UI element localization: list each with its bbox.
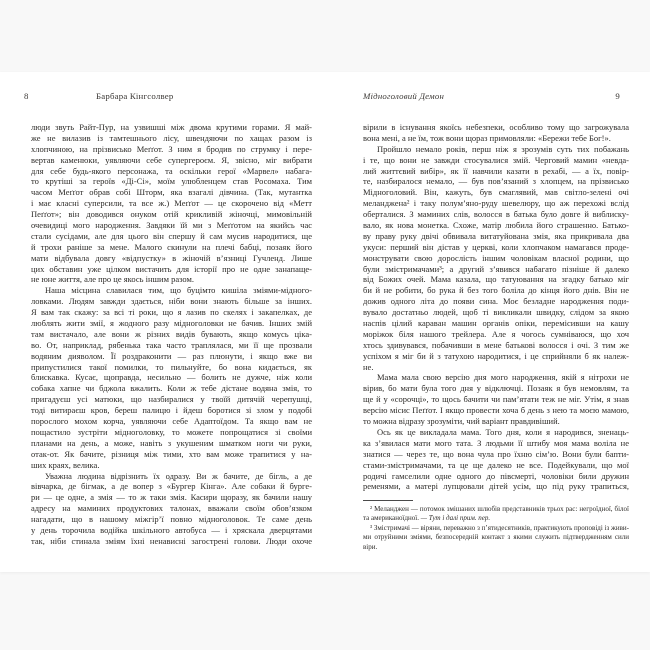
text-line: Мама мала свою версію дня мого народження, якій я нітрохи не [377, 372, 629, 383]
text-line: ри — це одне, а змія — то ж таки змія. Касири щоразу, як бачили нашу [31, 492, 312, 503]
text-line: то можна відразу зрозуміти, чий варіант правдивіший. [363, 416, 560, 427]
text-line: моріжок біля нашого трейлера. Але я чогось сумніваюся, що хоч [363, 328, 629, 339]
text-line: тоді витираєш кров, береш палицю і йдеш боротися зі злом у подобі [31, 405, 312, 416]
text-line: наспів цілий караван машин органів опіки, перемісивши на кашу [363, 318, 629, 329]
text-line: Уважна людина відрізнить їх одразу. Ви ж бачите, де бігль, а де [45, 470, 312, 481]
text-line: ших краях, велика. [31, 459, 100, 470]
text-line: ву праву руку двічі обвивала витатуйована змія, яка прикривала два [363, 230, 629, 241]
text-line: укуси: перший він дістав у церкві, коли хлопчаком намагався проде- [363, 241, 629, 252]
text-line: блискавка. Кусає, щоправда, несильно — болить не дужче, ніж коли [31, 372, 312, 383]
footnotes [363, 505, 629, 551]
text-line: Наша місцина славилася тим, що буцімто кишіла зміями-мідного- [45, 285, 312, 296]
text-line: цих обставин уже цілком вистачить для історії про не одне занапаще- [31, 263, 312, 274]
text-line: планами на день, а може, навіть з укушеним шматком ноги чи руки, [31, 437, 312, 448]
text-line: мати відбувала довгу «відпустку» в жіночій в’язниці Гучленд. Лише [31, 252, 312, 263]
text-line: оберталися. З маминих слів, волосся в батька було довге й виблиску- [363, 209, 629, 220]
footnote-line [363, 533, 629, 551]
text-line: версію місис Пеґґот. І якщо провести хоча б день з нею та моєю мамою, [363, 405, 629, 416]
text-line: Ось як це викладала мама. Того дня, коли я народився, зненаць- [377, 426, 629, 437]
text-line: вірив, бо мати була того дня у відключці. Позаяк я був немовлям, та [363, 383, 629, 394]
text-line: вірили в існування якоїсь небезпеки, особливо тому що загрожувала [363, 122, 629, 132]
text-line: не. [363, 361, 374, 372]
footnote-text: ми отруйними зміями, безпосередній контакт з якими служить підтвердженням сили віри. [363, 533, 629, 551]
footnote-line [363, 505, 629, 514]
text-line: очевидиці мого народження. Завдяки їй ми з Меґґотом на якийсь час [31, 220, 312, 231]
text-line: знатися — через те, що вона чула про їхню сім’ю. Вони були бапти- [363, 448, 629, 459]
text-line: водяним дияволом. Її роздраконити — раз плюнути, і якщо вже ви [31, 350, 312, 361]
text-line: отак-от. Як бачите, різниця між тими, хто вам може трапитися у на- [31, 448, 312, 459]
text-line: порослого мохом корча, уявляючи себе Адаптоїдом. Та якщо вам не [31, 416, 312, 427]
text-line: у день торочила водійка шкільного автобуса — і хряскала дверцятами [31, 524, 312, 535]
text-line: часом Меґґот обрав собі Шторм, яка взагалі дівчина. (Так, мутантка [31, 187, 312, 198]
page-right-text [363, 122, 629, 492]
text-line: люблять жити змії, я жодного разу мідноголовки не бачив. Інших змій [31, 318, 312, 329]
text-line: вівчарка, де бігмак, а де вопер з «Бургер Кінга». Але собаки й бурге- [31, 481, 312, 492]
text-line: припустилися такої помилки, то пильнуйте, бо вона кидається, як [31, 361, 312, 372]
text-line: стали сусідами, але для цього він спершу й сам мусив народитися, ще [31, 230, 312, 241]
running-head-title: Мідноголовий Демон [363, 91, 445, 101]
text-line: Пеґґот»; він доводився онуком отій крикливій жіночці, мимовільній [31, 209, 312, 220]
text-line: вувало достатньо людей, щоб ті викликали швидку, слідом за якою [363, 307, 629, 318]
text-line: і те, що вони не завжди стосувалися змій. Черговий мамин «невда- [363, 154, 629, 165]
text-line: ременями, а матері лупцювали дітей усім, що під руку трапиться, [363, 481, 629, 492]
text-line: меланджена² і таку полум’яно-руду шевелюру, що аж перехожі вслід [363, 198, 629, 209]
text-line: те, назбиралося немало, — був пов’язаний з хлопцем, на прізвисько [363, 176, 629, 187]
text-line: вало, як нова монетка. Схоже, матір любила його страшенно. Батько- [363, 220, 629, 231]
text-line: во. От, наприклад, рябенька така часто траплялася, ми її ще прозвали [31, 339, 312, 350]
text-line: би й не робити, бо рука й без того боліла до кінця його днів. Він не [363, 285, 629, 296]
text-line: собака хапне чи бджола вжалить. Коли ж тебе дістане водяна змія, то [31, 383, 312, 394]
page-left-text [31, 122, 312, 547]
text-line: пригадуєш усі матюки, що назбиралися у твоїй дитячій черепушці, [31, 394, 312, 405]
footnote-italic-text: — Тут і далі прим. пер. [420, 514, 491, 523]
text-line: успіхом я міг би й з татухою народитися, і це сприйняли б як належ- [363, 350, 629, 361]
text-line: стами-змістримачами, та це ще далеко не все. Подейкували, що мої [363, 459, 629, 470]
text-line: дожив одного літа до появи сина. Моє безладне народження поди- [363, 296, 629, 307]
page-number-left: 8 [24, 91, 29, 101]
text-line: ще й у «сорочці», то щось бачити чи пам’ятати теж не міг. Утім, я знав [363, 394, 629, 405]
text-line: й трохи раніше за мене. Малого скинули на плечі бабці, позаяк його [31, 241, 312, 252]
text-line: ка з’явилася мати мого тата. З людьми її штибу моя мама воліла не [363, 437, 629, 448]
text-line: родичі гамселили одне одного до півсмерті, чоловіки били дружин [363, 470, 629, 481]
text-line: там вистачало, але вони ж різних видів бувають, якщо комусь ціка- [31, 328, 312, 339]
text-line: і має класні суперсили, та все ж.) Меґґот — це скорочено від «Метт [31, 198, 312, 209]
footnote-text: та американоїдної. [363, 514, 421, 523]
page-right [325, 72, 650, 572]
footnote-separator [363, 500, 413, 501]
footnote-text: ³ Змістримачі — віряни, переважно з п’ятидесятників, практикують проповіді із живи- [370, 523, 629, 532]
text-line: лий життєвий вибір», як її навчили казати в рехабі, — а їх, повір- [363, 165, 629, 176]
text-line: вона мені, а не їм, тож вони щораз примовляли: «Бережи тебе Бог!». [363, 132, 611, 143]
text-line: же не вилазив із тамтешнього лісу, швендяючи по хащах разом із [31, 132, 312, 143]
text-line: для себе будь-якого персонажа, та оскільки герої «Марвел» набага- [31, 165, 312, 176]
text-line: адресу на маминих продуктових талонах, вважали своїм обов’язком [31, 503, 312, 514]
text-line: люди звуть Райт-Пур, на узвишші між двома крутими горами. Я май- [31, 122, 312, 132]
book-spread [0, 72, 650, 572]
text-line: так, ніби стинала зміям їхні ненависні загострені голови. Люди охоче [31, 535, 312, 546]
text-line: то крутіші за героїв «Ді-Сі», моїм улюбленцем став Росомаха. Тим [31, 176, 312, 187]
page-left [0, 72, 325, 572]
text-line: хтось здивувався, побачивши в мене батькові волосся і очі. З тим же [363, 339, 629, 350]
text-line: від Божих очей. Мама казала, що татуювання на згадку батько міг [363, 274, 629, 285]
text-line: Я вам так скажу: за всі ті роки, що я лазив по скелях і закапелках, де [31, 307, 312, 318]
text-line: Мідноголовий. Він, кажуть, був смаглявий, мав світло-зелені очі [363, 187, 629, 198]
text-line: ловками. Людям завжди здається, ніби вони знають більше за інших. [31, 296, 312, 307]
text-line: не юне життя, але про це якось іншим разом. [31, 274, 195, 285]
footnote-line [363, 524, 629, 533]
page-number-right: 9 [615, 91, 620, 101]
text-line: монструвати свою дорослість іншим чоловікам власної родини, що [363, 252, 629, 263]
text-line: вертав каменюки, уявляючи себе супергероєм. Я, звісно, міг вибрати [31, 154, 312, 165]
text-line: були змістримачами³; а другий з’явився набагато пізніше й далеко [363, 263, 629, 274]
text-line: хлопчиною, на прізвисько Меґґот. З ним я бродив по струмку і пере- [31, 143, 312, 154]
running-head-author: Барбара Кінгсолвер [96, 91, 174, 101]
footnote-text: ² Меланджен — потомок змішаних шлюбів представників трьох рас: негроїдної, білої [370, 505, 629, 513]
text-line: пощастило зустріти мідноголовку, то можете попрощатися зі своїми [31, 426, 312, 437]
text-line: Пройшло немало років, перш ніж я зрозумів суть тих побажань [377, 143, 629, 154]
text-line: нагадати, що в нашому міжгір’ї повно мідноголовок. Те саме день [31, 514, 312, 525]
footnote-line [363, 514, 629, 523]
